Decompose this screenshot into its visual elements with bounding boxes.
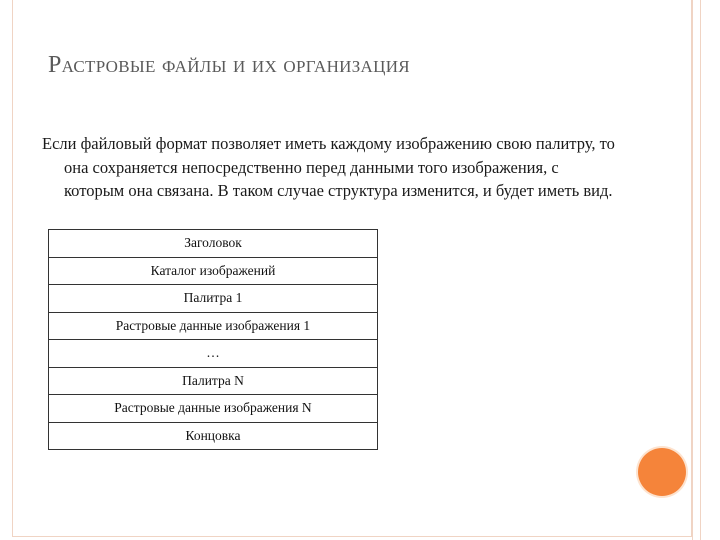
structure-row-palette-1: Палитра 1 <box>49 285 377 313</box>
slide-right-rail-1 <box>692 0 693 540</box>
structure-row-trailer: Концовка <box>185 427 241 443</box>
decorative-orange-circle <box>638 448 686 496</box>
body-paragraph: Если файловый формат позволяет иметь каждому изображению свою палитру, то она сохраняется непосредственно перед данными того изображения, с которым она связана. В таком случае структура изменится, и будет иметь вид. <box>42 134 615 200</box>
structure-row-palette-n: Палитра N <box>49 368 377 396</box>
structure-row-raster-data-1: Растровые данные изображения 1 <box>49 313 377 341</box>
file-structure-table <box>48 229 378 450</box>
structure-row-ellipsis: … <box>49 340 377 368</box>
structure-row-raster-data-n: Растровые данные изображения N <box>49 395 377 423</box>
structure-row-header: Заголовок <box>49 230 377 258</box>
slide-right-rail-2 <box>700 0 701 540</box>
slide-title: Растровые файлы и их организация <box>48 52 410 78</box>
structure-row-image-catalog: Каталог изображений <box>49 258 377 286</box>
